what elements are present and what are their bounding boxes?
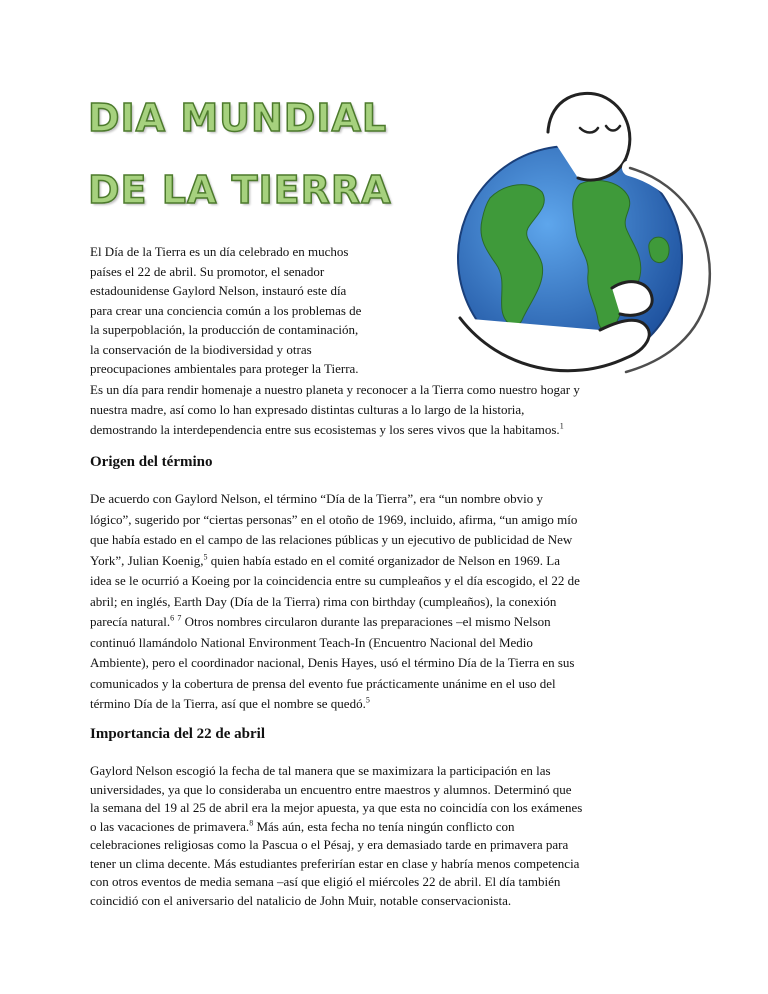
origin-paragraph [90, 489, 580, 715]
importance-line: coincidió con el aniversario del natalicio de John Muir, notable conservacionista. [90, 892, 512, 908]
origin-line-text: York”, Julian Koenig, [90, 552, 204, 568]
footnote-ref[interactable]: 6 [170, 613, 175, 623]
importance-line: universidades, ya que lo consideraba un encuentro entre maestros y alumnos. Determinó que [90, 781, 572, 797]
importance-line: con otros eventos de media semana –así que eligió el miércoles 22 de abril. El día también [90, 874, 561, 889]
origin-line-text: término Día de la Tierra, así que el nombre se quedó. [90, 696, 366, 711]
intro-full-line-text: demostrando la interdependencia entre sus ecosistemas y los seres vivos que la habitamos. [90, 422, 560, 437]
title-line-1: DIA MUNDIAL [88, 96, 388, 140]
origin-line-text: Otros nombres circularon durante las preparaciones –el mismo Nelson [181, 614, 551, 629]
origin-line: De acuerdo con Gaylord Nelson, el término “Día de la Tierra”, era “un nombre obvio y [90, 491, 544, 506]
intro-full-line: Es un día para rendir homenaje a nuestro planeta y reconocer a la Tierra como nuestro hogar y [90, 382, 580, 397]
importance-line-text: Más aún, esta fecha no tenía ningún conflicto con [253, 818, 515, 834]
origin-line [90, 551, 580, 572]
footnote-ref[interactable]: 8 [249, 818, 254, 828]
importance-line: Gaylord Nelson escogió la fecha de tal manera que se maximizara la participación en las [90, 763, 551, 778]
origin-line-text: parecía natural. [90, 614, 171, 629]
origin-line: que había estado en el campo de las relaciones públicas y un ejecutivo de publicidad de New [90, 532, 573, 547]
footnote-ref[interactable]: 1 [559, 421, 564, 431]
intro-full-line: nuestra madre, así como lo han expresado distintas culturas a lo largo de la historia, [90, 402, 525, 417]
intro-line: países el 22 de abril. Su promotor, el senador [90, 263, 325, 279]
intro-line: la conservación de la biodiversidad y otras [90, 341, 312, 357]
intro-full-line [90, 420, 580, 440]
intro-line: El Día de la Tierra es un día celebrado en muchos [90, 244, 349, 259]
intro-paragraph-continued [90, 380, 580, 440]
importance-line: celebraciones religiosas como la Pascua o el Pésaj, y era demasiado tarde en primavera para [90, 837, 569, 852]
footnote-ref[interactable]: 5 [365, 695, 370, 705]
origin-line [90, 612, 580, 633]
origin-line: abril; en inglés, Earth Day (Día de la Tierra) rima con birthday (cumpleaños), la conexión [90, 593, 557, 609]
section-heading-importance: Importancia del 22 de abril [90, 726, 265, 742]
importance-line: tener un clima decente. Más estudiantes preferirían estar en clase y habría menos competencia [90, 855, 580, 871]
intro-line: la superpoblación, la producción de contaminación, [90, 322, 359, 337]
section-heading-origin: Origen del término [90, 454, 213, 470]
intro-paragraph [90, 242, 361, 379]
intro-line: preocupaciones ambientales para proteger la Tierra. [90, 361, 359, 376]
importance-line-text: o las vacaciones de primavera. [90, 818, 250, 834]
origin-line-text: quien había estado en el comité organizador de Nelson en 1969. La [207, 552, 560, 568]
importance-line [90, 818, 582, 837]
landmass-island [649, 237, 669, 262]
importance-line: la semana del 19 al 25 de abril era la mejor apuesta, ya que esta no coincidía con los exámenes [90, 800, 583, 815]
origin-line [90, 694, 580, 715]
importance-paragraph [90, 762, 582, 910]
intro-line: estadounidense Gaylord Nelson, instauró este día [90, 283, 347, 298]
origin-line: lógico”, sugerido por “ciertas personas” en el otoño de 1969, incluido, afirma, “un amigo mío [90, 511, 578, 527]
footnote-ref[interactable]: 5 [203, 552, 208, 562]
origin-line: Ambiente), pero el coordinador nacional, Denis Hayes, usó el término Día de la Tierra en sus [90, 655, 575, 670]
intro-line: para crear una conciencia común a los problemas de [90, 302, 362, 318]
origin-line: idea se le ocurrió a Koeing por la coincidencia entre su cumpleaños y el día escogido, el 22 de [90, 573, 580, 588]
origin-line: comunicados y la cobertura de prensa del evento fue prácticamente unánime en el uso del [90, 675, 556, 691]
origin-line: continuó llamándolo National Environment Teach-In (Encuentro Nacional del Medio [90, 634, 533, 650]
footnote-ref[interactable]: 7 [177, 613, 182, 623]
earth-hug-illustration [430, 88, 730, 388]
title-line-2: DE LA TIERRA [88, 168, 392, 212]
